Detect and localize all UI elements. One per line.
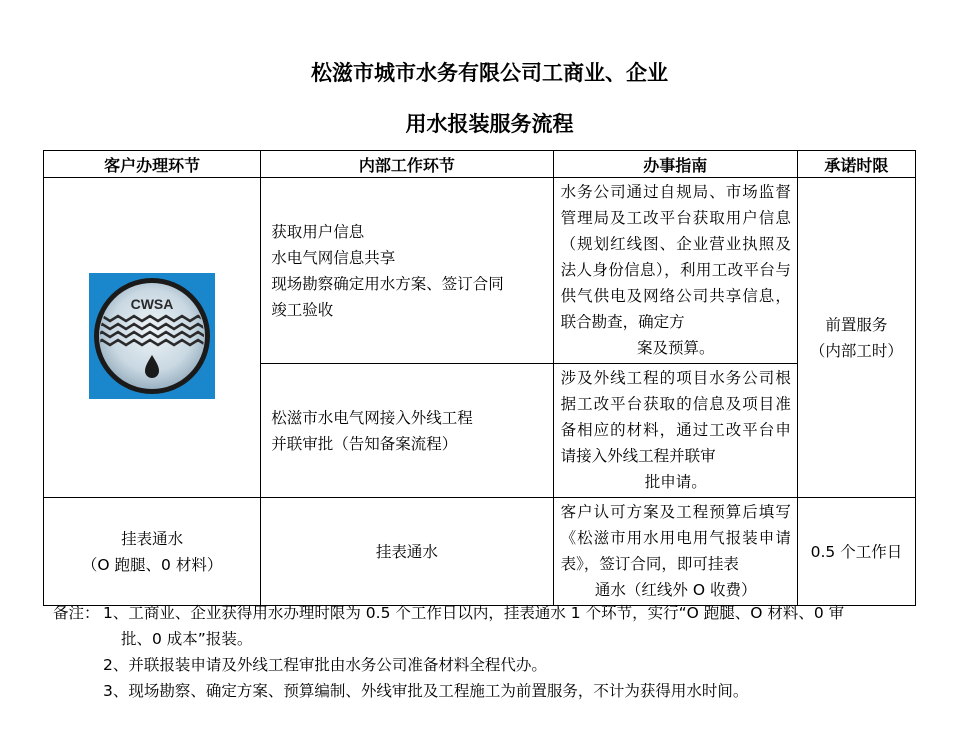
service-flow-table	[43, 150, 916, 606]
guide-cell-2	[553, 364, 797, 498]
header-guide: 办事指南	[553, 151, 797, 178]
guide-text-end: 批申请。	[644, 473, 707, 491]
note-1-text: 1、工商业、企业获得用水办理时限为 0.5 个工作日以内，挂表通水 1 个环节，实行“O 跑腿、O 材料、0 审	[103, 604, 845, 622]
work-item: 松滋市水电气网接入外线工程	[271, 408, 473, 427]
guide-text: 客户认可方案及工程预算后填写《松滋市用水用电用气报装申请表》，签订合同，即可挂表	[560, 503, 791, 573]
table-row	[44, 178, 916, 364]
customer-step: 挂表通水	[121, 529, 184, 548]
note-1	[53, 600, 933, 652]
guide-cell-1	[553, 178, 797, 364]
note-2: 2、并联报装申请及外线工程审批由水务公司准备材料全程代办。	[103, 656, 547, 674]
guide-text-end: 案及预算。	[636, 339, 715, 357]
header-customer: 客户办理环节	[44, 151, 261, 178]
document-title-line2: 用水报装服务流程	[405, 112, 574, 136]
work-cell-2	[261, 364, 553, 498]
document-title-line1: 松滋市城市水务有限公司工商业、企业	[311, 61, 668, 85]
notes-label: 备注：	[53, 604, 100, 622]
work-item: 获取用户信息	[271, 222, 365, 241]
time-pre-label: 前置服务	[825, 315, 888, 334]
guide-text: 水务公司通过自规局、市场监督管理局及工改平台获取用户信息（规划红线图、企业营业执照及法人身份信息），利用工改平台与供气供电及网络公司共享信息，联合勘查，确定方	[560, 183, 791, 331]
header-time: 承诺时限	[797, 151, 915, 178]
note-3: 3、现场勘察、确定方案、预算编制、外线审批及工程施工为前置服务，不计为获得用水时间。	[103, 682, 749, 700]
table-header-row	[44, 151, 916, 178]
work-item: 水电气网信息共享	[271, 248, 396, 267]
note-1-cont: 批、0 成本”报装。	[121, 630, 253, 648]
work-item: 竣工验收	[271, 300, 334, 319]
customer-cell-3	[44, 498, 261, 606]
guide-cell-3	[553, 498, 797, 606]
work-item: 并联审批（告知备案流程）	[271, 434, 458, 453]
time-pre-note: （内部工时）	[809, 341, 903, 360]
work-cell-1	[261, 178, 553, 364]
customer-step-note: （O 跑腿、0 材料）	[81, 555, 223, 574]
customer-logo-cell	[44, 178, 261, 498]
svg-text:CWSA: CWSA	[130, 295, 174, 312]
table-row	[44, 498, 916, 606]
work-item: 现场勘察确定用水方案、签订合同	[271, 274, 504, 293]
notes-section	[53, 600, 933, 704]
water-drop-logo-icon	[89, 273, 215, 399]
header-internal: 内部工作环节	[261, 151, 553, 178]
time-cell-pre	[797, 178, 915, 498]
work-cell-3: 挂表通水	[261, 498, 553, 606]
guide-text-end: 通水（红线外 O 收费）	[594, 581, 757, 599]
time-cell-3: 0.5 个工作日	[797, 498, 915, 606]
guide-text: 涉及外线工程的项目水务公司根据工改平台获取的信息及项目准备相应的材料，通过工改平台申请接入外线工程并联审	[560, 369, 791, 465]
